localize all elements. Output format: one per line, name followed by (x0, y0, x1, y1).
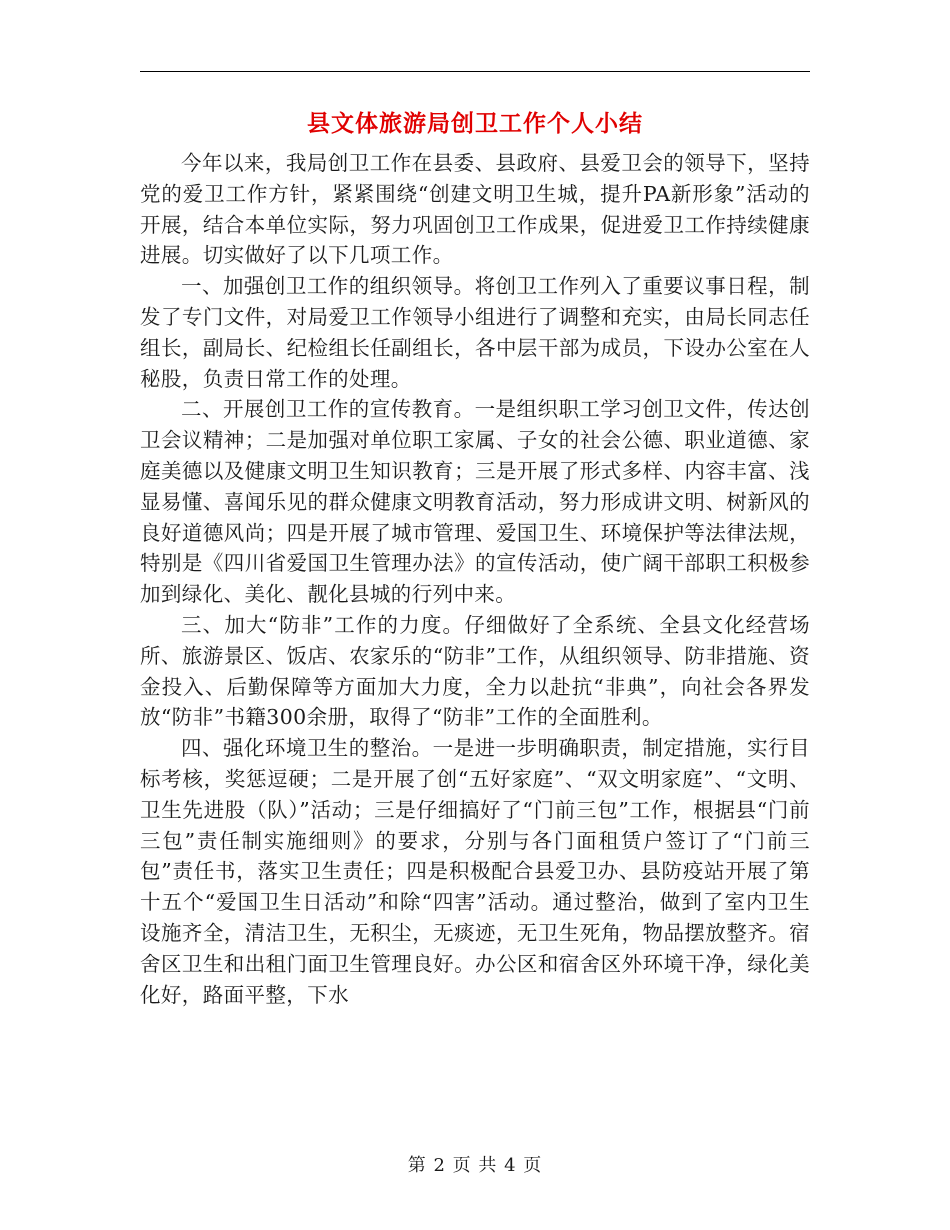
paragraph-section-3: 三、加大“防非”工作的力度。仔细做好了全系统、全县文化经营场所、旅游景区、饭店、农家乐的“防非”工作，从组织领导、防非措施、资金投入、后勤保障等方面加大力度，全力以赴抗“非典”，向社会各界发放“防非”书籍300余册，取得了“防非”工作的全面胜利。 (140, 612, 810, 730)
document-title: 县文体旅游局创卫工作个人小结 (307, 110, 643, 137)
paragraph-section-1: 一、加强创卫工作的组织领导。将创卫工作列入了重要议事日程，制发了专门文件，对局爱卫工作领导小组进行了调整和充实，由局长同志任组长，副局长、纪检组长任副组长，各中层干部为成员，下设办公室在人秘股，负责日常工作的处理。 (140, 274, 810, 391)
document-body (140, 148, 810, 1010)
header-rule (140, 71, 810, 72)
page-number-footer: 第 2 页 共 4 页 (407, 1155, 543, 1176)
paragraph-section-2: 二、开展创卫工作的宣传教育。一是组织职工学习创卫文件，传达创卫会议精神；二是加强对单位职工家属、子女的社会公德、职业道德、家庭美德以及健康文明卫生知识教育；三是开展了形式多样、内容丰富、浅显易懂、喜闻乐见的群众健康文明教育活动，努力形成讲文明、树新风的良好道德风尚；四是开展了城市管理、爱国卫生、环境保护等法律法规，特别是《四川省爱国卫生管理办法》的宣传活动，使广阔干部职工积极参加到绿化、美化、靓化县城的行列中来。 (140, 397, 810, 607)
paragraph-section-4: 四、强化环境卫生的整治。一是进一步明确职责，制定措施，实行目标考核，奖惩逗硬；二是开展了创“五好家庭”、“双文明家庭”、“文明、卫生先进股（队）”活动；三是仔细搞好了“门前三包”工作，根据县“门前三包”责任制实施细则》的要求，分别与各门面租赁户签订了“门前三包”责任书，落实卫生责任；四是积极配合县爱卫办、县防疫站开展了第十五个“爱国卫生日活动”和除“四害”活动。通过整治，做到了室内卫生设施齐全，清洁卫生，无积尘，无痰迹，无卫生死角，物品摆放整齐。宿舍区卫生和出租门面卫生管理良好。办公区和宿舍区外环境干净，绿化美化好，路面平整，下水 (140, 736, 810, 1007)
paragraph-intro: 今年以来，我局创卫工作在县委、县政府、县爱卫会的领导下，坚持党的爱卫工作方针，紧紧围绕“创建文明卫生城，提升PA新形象”活动的开展，结合本单位实际，努力巩固创卫工作成果，促进爱卫工作持续健康进展。切实做好了以下几项工作。 (140, 151, 810, 268)
